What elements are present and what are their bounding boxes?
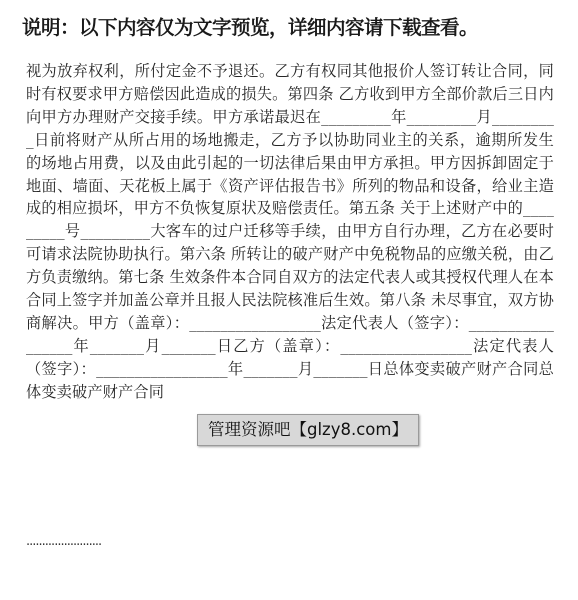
watermark-banner: 管理资源吧【glzy8.com】: [197, 414, 419, 446]
preview-notice-heading: 说明：以下内容仅为文字预览，详细内容请下载查看。: [22, 16, 479, 39]
contract-text: 视为放弃权利，所付定金不予退还。乙方有权同其他报价人签订转让合同，同时有权要求甲方赔偿因此造成的损失。第四条 乙方收到甲方全部价款后三日内向甲方办理财产交接手续。甲方承诺最迟在_________年_________月_________日前将财产从所占用的场地搬走，乙方予以协助同业主的关系，逾期所发生的场地占用费，以及由此引起的一切法律后果由甲方承担。甲方因拆卸固定于地面、墙面、天花板上属于《资产评估报告书》所列的物品和设备，给业主造成的相应损坏，甲方不负恢复原状及赔偿责任。第五条 关于上述财产中的_________号_________大客车的过户迁移等手续，由甲方自行办理，乙方在必要时可请求法院协助执行。第六条 所转让的破产财产中免税物品的应缴关税，由乙方负责缴纳。第七条 生效条件本合同自双方的法定代表人或其授权代理人在本合同上签字并加盖公章并且报人民法院核准后生效。第八条 未尽事宜，双方协商解决。甲方（盖章）：_________________法定代表人（签字）：_________________年_______月_______日乙方（盖章）：_________________法定代表人（签字）：_________________年_______月_______日总体变卖破产财产合同总体变卖破产财产合同: [26, 62, 554, 401]
continuation-ellipsis: ........................: [26, 534, 102, 549]
document-body: [26, 60, 554, 404]
